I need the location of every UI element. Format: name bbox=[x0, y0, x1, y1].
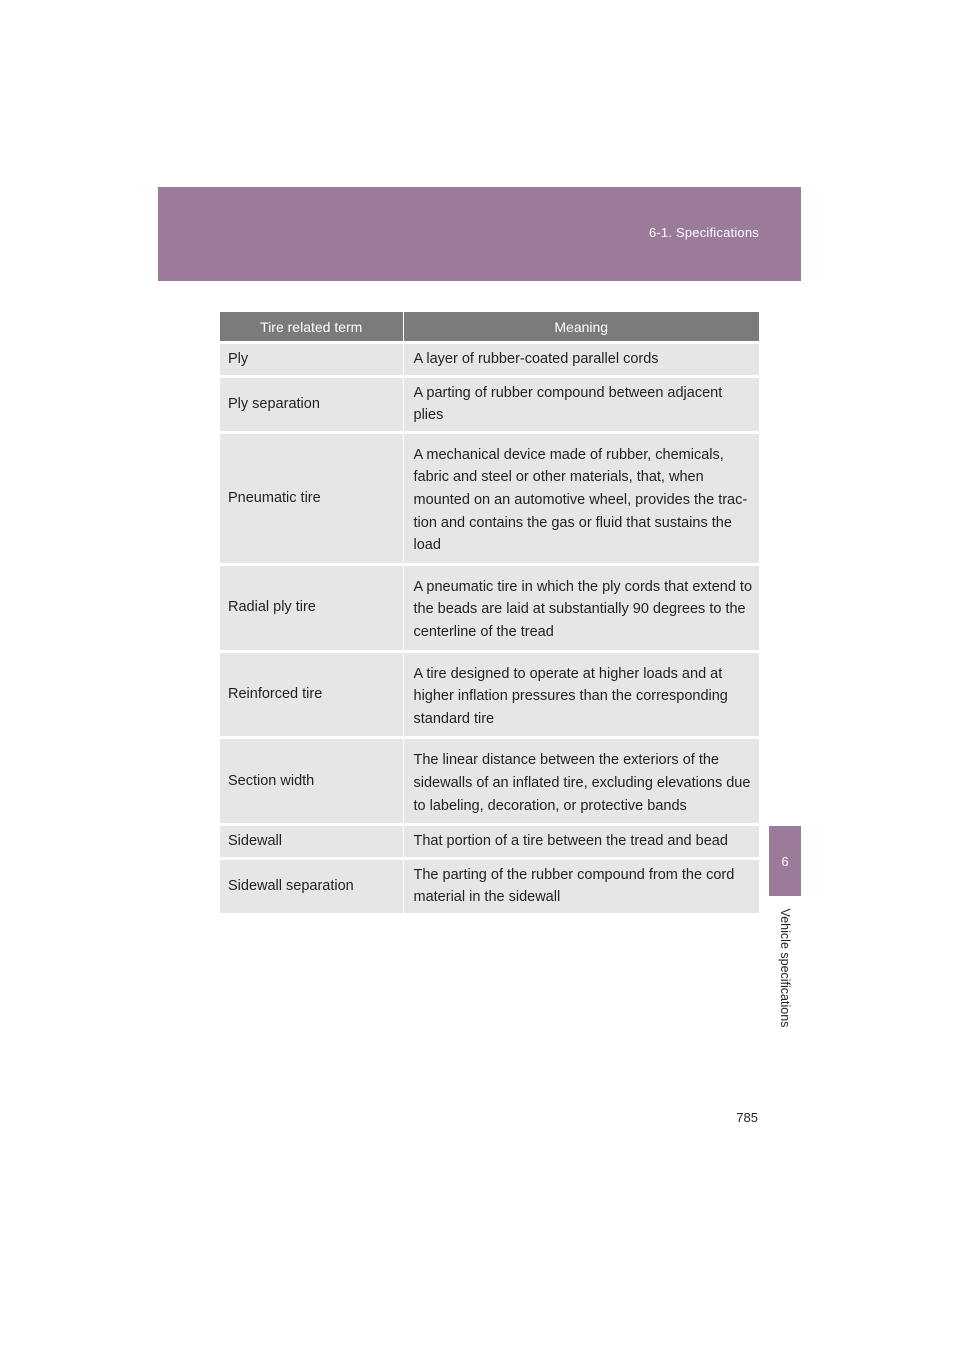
term-cell: Radial ply tire bbox=[220, 564, 403, 651]
term-cell: Ply bbox=[220, 343, 403, 377]
table-row bbox=[220, 651, 759, 738]
column-header-term: Tire related term bbox=[220, 312, 403, 343]
table-row bbox=[220, 432, 759, 564]
table-row bbox=[220, 376, 759, 432]
term-cell: Pneumatic tire bbox=[220, 432, 403, 564]
meaning-cell: A tire designed to operate at higher loads and at higher inflation pressures than the corresponding standard tire bbox=[403, 651, 759, 738]
table-row bbox=[220, 825, 759, 859]
table-header-row bbox=[220, 312, 759, 343]
table-row bbox=[220, 343, 759, 377]
term-cell: Sidewall separation bbox=[220, 858, 403, 913]
meaning-cell: A layer of rubber-coated parallel cords bbox=[403, 343, 759, 377]
column-header-meaning: Meaning bbox=[403, 312, 759, 343]
meaning-cell: A parting of rubber compound between adjacent plies bbox=[403, 376, 759, 432]
chapter-label: Vehicle specifications bbox=[778, 908, 792, 1028]
page-number: 785 bbox=[736, 1110, 758, 1125]
chapter-tab bbox=[769, 826, 801, 896]
meaning-cell: A mechanical device made of rubber, chemicals, fabric and steel or other materials, that, when mounted on an automotive wheel, provides the trac-tion and contains the gas or fluid that sustains the load bbox=[403, 432, 759, 564]
meaning-cell: A pneumatic tire in which the ply cords that extend to the beads are laid at substantially 90 degrees to the centerline of the tread bbox=[403, 564, 759, 651]
term-cell: Reinforced tire bbox=[220, 651, 403, 738]
section-title: 6-1. Specifications bbox=[648, 225, 759, 240]
header-band bbox=[158, 187, 801, 281]
term-cell: Ply separation bbox=[220, 376, 403, 432]
term-cell: Sidewall bbox=[220, 825, 403, 859]
table-row bbox=[220, 858, 759, 913]
tire-terms-table bbox=[220, 312, 759, 913]
chapter-number: 6 bbox=[781, 853, 789, 869]
table-row bbox=[220, 564, 759, 651]
meaning-cell: The parting of the rubber compound from the cord material in the sidewall bbox=[403, 858, 759, 913]
term-cell: Section width bbox=[220, 738, 403, 825]
meaning-cell: That portion of a tire between the tread and bead bbox=[403, 825, 759, 859]
meaning-cell: The linear distance between the exteriors of the sidewalls of an inflated tire, excluding elevations due to labeling, decoration, or protective bands bbox=[403, 738, 759, 825]
table-row bbox=[220, 738, 759, 825]
